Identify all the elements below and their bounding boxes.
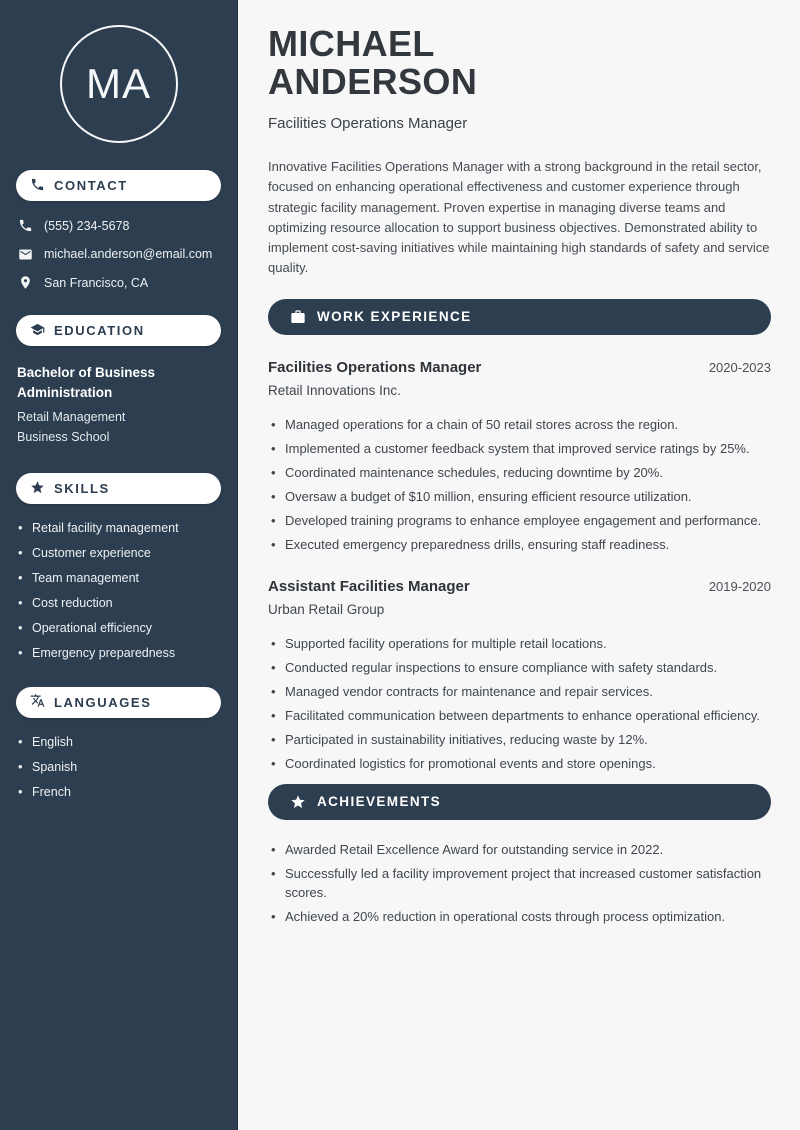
skills-section-title: SKILLS (54, 481, 110, 496)
job-bullet: • Conducted regular inspections to ensure compliance with safety standards. (268, 658, 771, 677)
job-bullet: • Supported facility operations for multiple retail locations. (268, 634, 771, 653)
contact-list (16, 218, 221, 290)
education-section-header (16, 315, 221, 346)
languages-list (16, 735, 221, 800)
skill-item: • Customer experience (16, 546, 221, 561)
job-dates: 2020-2023 (708, 359, 771, 375)
translate-icon (30, 693, 45, 711)
skills-section-header (16, 473, 221, 504)
briefcase-icon (290, 309, 306, 325)
last-name: ANDERSON (268, 61, 478, 102)
skill-item: • Team management (16, 571, 221, 586)
star-icon (30, 480, 45, 498)
graduation-cap-icon (30, 322, 45, 340)
mail-icon (18, 247, 33, 262)
job-company: Retail Innovations Inc. (268, 382, 401, 398)
job-bullet: • Implemented a customer feedback system that improved service ratings by 25%. (268, 439, 771, 458)
work-experience-section-header (268, 299, 771, 335)
languages-section-title: LANGUAGES (54, 694, 152, 710)
job-bullet: • Managed operations for a chain of 50 retail stores across the region. (268, 415, 771, 434)
education-field: Retail Management (17, 410, 126, 424)
phone-icon (18, 218, 33, 233)
contact-section-title: CONTACT (54, 178, 128, 193)
professional-summary: Innovative Facilities Operations Manager with a strong background in the retail sector, focused on enhancing operational effectiveness and customer experience through strategic facility management. Proven expertise in managing diverse teams and optimizing resource allocation to support business objectives. Demonstrated ability to implement cost-saving initiatives while maintaining high standards of safety and service quality. (268, 159, 770, 276)
job-dates: 2019-2020 (708, 578, 771, 594)
page-title (268, 25, 771, 101)
achievements-section-title: ACHIEVEMENTS (317, 794, 442, 810)
location-pin-icon (18, 275, 33, 290)
job-entry (268, 359, 771, 554)
job-bullet: • Coordinated logistics for promotional events and store openings. (268, 754, 771, 773)
language-item: • Spanish (16, 760, 221, 775)
job-title: Facilities Operations Manager (268, 358, 482, 376)
job-company: Urban Retail Group (268, 601, 385, 617)
contact-phone-row (18, 218, 221, 233)
job-entry (268, 578, 771, 773)
languages-section-header (16, 687, 221, 718)
skill-item: • Cost reduction (16, 596, 221, 611)
achievement-bullet: • Awarded Retail Excellence Award for outstanding service in 2022. (268, 840, 771, 859)
skill-item: • Operational efficiency (16, 621, 221, 636)
language-item: • English (16, 735, 221, 750)
job-bullet: • Managed vendor contracts for maintenance and repair services. (268, 682, 771, 701)
job-bullet-list (268, 634, 771, 773)
avatar (60, 25, 178, 143)
job-title: Assistant Facilities Manager (268, 577, 470, 595)
job-bullet: • Coordinated maintenance schedules, reducing downtime by 20%. (268, 463, 771, 482)
job-header (268, 359, 771, 376)
language-item: • French (16, 785, 221, 800)
contact-section-header (16, 170, 221, 201)
skill-item: • Retail facility management (16, 521, 221, 536)
star-icon (290, 794, 306, 810)
skill-item: • Emergency preparedness (16, 646, 221, 661)
avatar-initials: MA (86, 60, 151, 107)
job-bullet-list (268, 415, 771, 554)
achievement-bullet: • Successfully led a facility improvement project that increased customer satisfaction scores. (268, 864, 771, 902)
education-school: Business School (17, 430, 110, 444)
job-bullet: • Participated in sustainability initiatives, reducing waste by 12%. (268, 730, 771, 749)
achievements-section-header (268, 784, 771, 820)
education-section-title: EDUCATION (54, 323, 145, 338)
contact-email-value: michael.anderson@email.com (44, 247, 213, 261)
main-content (238, 0, 800, 1130)
job-bullet: • Oversaw a budget of $10 million, ensuring efficient resource utilization. (268, 487, 771, 506)
contact-location-value: San Francisco, CA (44, 275, 149, 290)
job-bullet: • Facilitated communication between departments to enhance operational efficiency. (268, 706, 771, 725)
current-job-title: Facilities Operations Manager (268, 115, 468, 132)
first-name: MICHAEL (268, 23, 435, 64)
job-header (268, 578, 771, 595)
education-entry (17, 363, 221, 447)
contact-phone-value: (555) 234-5678 (44, 218, 130, 233)
job-bullet: • Executed emergency preparedness drills, ensuring staff readiness. (268, 535, 771, 554)
phone-icon (30, 177, 45, 195)
work-experience-section-title: WORK EXPERIENCE (317, 309, 472, 325)
sidebar (0, 0, 238, 1130)
achievement-bullet: • Achieved a 20% reduction in operational costs through process optimization. (268, 907, 771, 926)
achievements-list (268, 840, 771, 926)
contact-location-row (18, 275, 221, 290)
skills-list (16, 521, 221, 661)
contact-email-row (18, 247, 221, 262)
job-bullet: • Developed training programs to enhance employee engagement and performance. (268, 511, 771, 530)
education-degree: Bachelor of Business Administration (17, 365, 156, 400)
